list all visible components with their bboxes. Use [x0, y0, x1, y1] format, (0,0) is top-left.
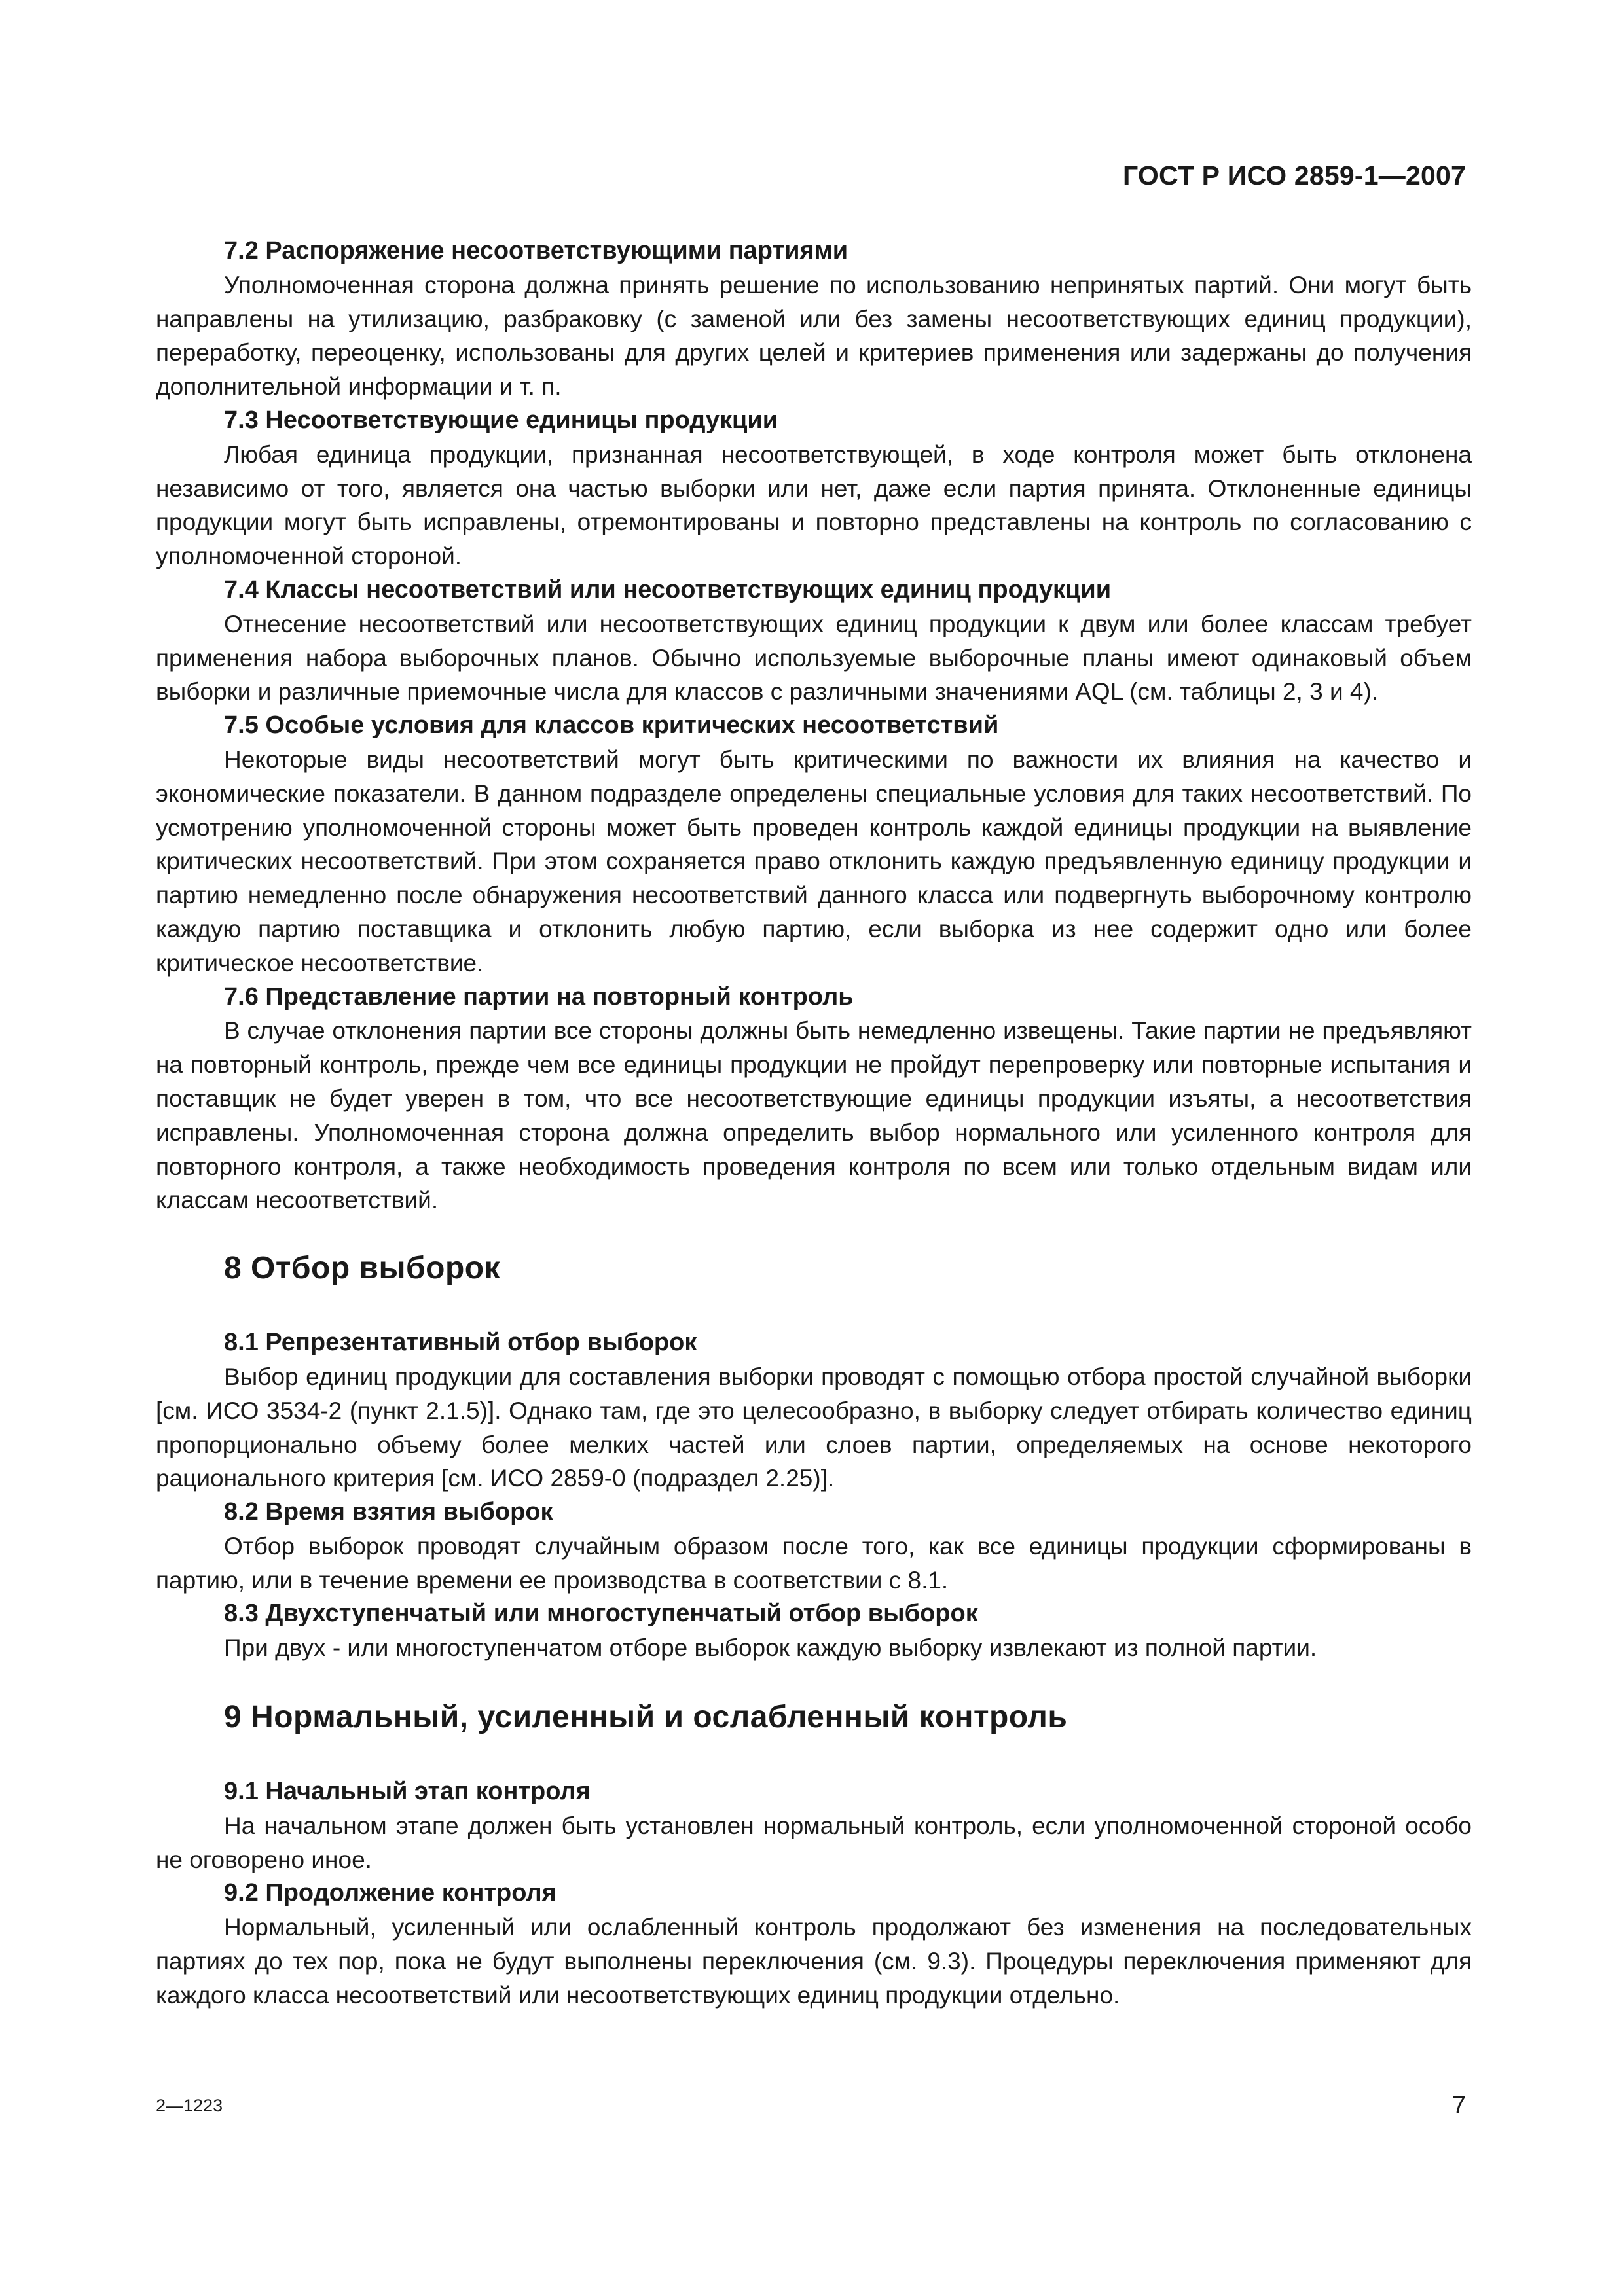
subsection-heading-7-5: 7.5 Особые условия для классов критических несоответствий — [224, 711, 999, 740]
subsection-heading-9-1: 9.1 Начальный этап контроля — [224, 1778, 591, 1806]
paragraph-7-4: Отнесение несоответствий или несоответствующих единиц продукции к двум или более классам требует применения набора выборочных планов. Обычно используемые выборочные планы имеют одинаковый объем выборки и различные приемочные числа для классов с различными значениями AQL (см. таблицы 2, 3 и 4). — [156, 610, 1472, 706]
subsection-heading-7-4: 7.4 Классы несоответствий или несоответствующих единиц продукции — [224, 575, 1112, 603]
paragraph-8-2: Отбор выборок проводят случайным образом после того, как все единицы продукции сформированы в партию, или в течение времени ее производства в соответствии с 8.1. — [156, 1532, 1472, 1594]
paragraph-8-3: При двух - или многоступенчатом отборе выборок каждую выборку извлекают из полной партии. — [224, 1634, 1317, 1662]
subsection-heading-7-6: 7.6 Представление партии на повторный контроль — [224, 982, 854, 1011]
section-heading-9: 9 Нормальный, усиленный и ослабленный контроль — [224, 1700, 1068, 1735]
paragraph-7-2: Уполномоченная сторона должна принять решение по использованию непринятых партий. Они могут быть направлены на утилизацию, разбраковку (с заменой или без замены несоответствующих единиц продукции), переработку, переоценку, использованы для других целей и критериев применения или задержаны до получения дополнительной информации и т. п. — [156, 271, 1472, 401]
subsection-heading-9-2: 9.2 Продолжение контроля — [224, 1879, 556, 1907]
subsection-heading-7-2: 7.2 Распоряжение несоответствующими партиями — [224, 237, 848, 264]
paragraph-9-1: На начальном этапе должен быть установлен нормальный контроль, если уполномоченной стороной особо не оговорено иное. — [156, 1812, 1472, 1873]
section-heading-8: 8 Отбор выборок — [224, 1251, 501, 1286]
subsection-heading-8-3: 8.3 Двухступенчатый или многоступенчатый отбор выборок — [224, 1600, 978, 1628]
subsection-heading-7-3: 7.3 Несоответствующие единицы продукции — [224, 406, 778, 434]
paragraph-7-5: Некоторые виды несоответствий могут быть критическими по важности их влияния на качество и экономические показатели. В данном подразделе определены специальные условия для таких несоответствий. По усмотрению уполномоченной стороны может быть проведен контроль каждой единицы продукции на выявление критических несоответствий. При этом сохраняется право отклонить каждую предъявленную единицу продукции и партию немедленно после обнаружения несоответствий данного класса или подвергнуть выборочному контролю каждую партию поставщика и отклонить любую партию, если выборка из нее содержит одно или более критическое несоответствие. — [156, 745, 1472, 977]
paragraph-7-3: Любая единица продукции, признанная несоответствующей, в ходе контроля может быть отклонена независимо от того, является она частью выборки или нет, даже если партия принята. Отклоненные единицы продукции могут быть исправлены, отремонтированы и повторно представлены на контроль по согласованию с уполномоченной стороной. — [156, 440, 1472, 570]
paragraph-9-2: Нормальный, усиленный или ослабленный контроль продолжают без изменения на последовательных партиях до тех пор, пока не будут выполнены переключения (см. 9.3). Процедуры переключения применяют для каждого класса несоответствий или несоответствующих единиц продукции отдельно. — [156, 1914, 1472, 2009]
document-body — [156, 234, 1472, 2013]
page-number: 7 — [1451, 2092, 1466, 2119]
print-order-code: 2—1223 — [156, 2096, 223, 2115]
subsection-heading-8-2: 8.2 Время взятия выборок — [224, 1498, 553, 1526]
standard-designation: ГОСТ Р ИСО 2859-1—2007 — [1123, 160, 1466, 190]
paragraph-7-6: В случае отклонения партии все стороны должны быть немедленно извещены. Такие партии не предъявляют на повторный контроль, прежде чем все единицы продукции не пройдут перепроверку или повторные испытания и поставщик не будет уверен в том, что все несоответствующие единицы продукции изъяты, а несоответствия исправлены. Уполномоченная сторона должна определить выбор нормального или усиленного контроля для повторного контроля, а также необходимость проведения контроля по всем или только отдельным видам или классам несоответствий. — [156, 1017, 1472, 1214]
paragraph-8-1: Выбор единиц продукции для составления выборки проводят с помощью отбора простой случайной выборки [см. ИСО 3534-2 (пункт 2.1.5)]. Однако там, где это целесообразно, в выборку следует отбирать количество единиц пропорционально объему более мелких частей или слоев партии, определяемых на основе некоторого рационального критерия [см. ИСО 2859-0 (подраздел 2.25)]. — [156, 1363, 1472, 1492]
subsection-heading-8-1: 8.1 Репрезентативный отбор выборок — [224, 1329, 697, 1357]
